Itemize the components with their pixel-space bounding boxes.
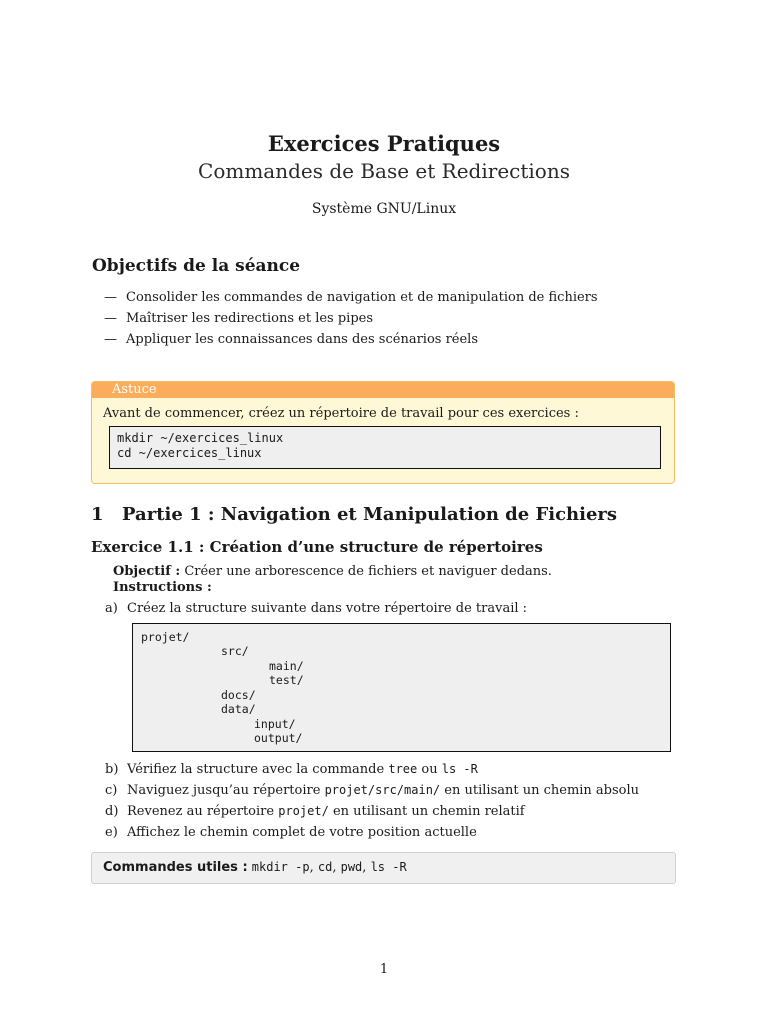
page-number: 1 [379,962,389,977]
item-text: Vérifiez la structure avec la commande [127,762,385,777]
tree-line: input/ [254,717,296,731]
tree-line: projet/ [141,630,190,644]
objective-text: Appliquer les connaissances dans des scénarios réels [126,332,479,347]
inline-code: projet/ [278,804,329,818]
item-text: ou [421,762,438,777]
inline-code: tree [388,762,418,776]
item-label: b) [105,762,119,777]
item-text: Revenez au répertoire [127,804,275,819]
item-label: c) [105,783,118,798]
instructions-label: Instructions : [113,580,212,595]
objective-text: Consolider les commandes de navigation et de manipulation de fichiers [126,290,598,305]
item-text: en utilisant un chemin relatif [332,804,525,819]
item-text: Naviguez jusqu’au répertoire [127,783,321,798]
tip-label: Astuce [92,382,674,398]
instruction-item-a [105,601,527,616]
instruction-item-d [105,804,525,819]
tip-box [91,381,675,484]
section-number: 1 [91,504,104,525]
separator: , [309,860,314,875]
dash-bullet: — [104,311,117,326]
objectives-heading: Objectifs de la séance [92,256,301,276]
separator: , [362,860,367,875]
inline-code: pwd [340,860,363,874]
document-title: Exercices Pratiques [267,131,501,156]
tree-line: src/ [221,644,249,658]
item-label: d) [105,804,119,819]
objective-text: Maîtriser les redirections et les pipes [126,311,374,326]
exercise-objective [113,564,552,579]
inline-code: projet/src/main/ [324,783,441,797]
objective-label: Objectif : [113,564,181,579]
tree-line: data/ [221,702,256,716]
tree-line: main/ [269,659,304,673]
code-line: mkdir ~/exercices_linux [117,431,284,445]
item-label: a) [105,601,118,616]
tree-line: test/ [269,673,304,687]
list-item [104,288,598,309]
item-text: Créez la structure suivante dans votre répertoire de travail : [127,601,528,616]
directory-tree-code-block[interactable] [132,623,671,752]
tip-code-block[interactable] [109,426,661,469]
exercise-heading: Exercice 1.1 : Création d’une structure de répertoires [91,538,543,556]
tree-line: docs/ [221,688,256,702]
inline-code: ls -R [441,762,478,776]
inline-code: cd [317,860,333,874]
inline-code: ls -R [370,860,407,874]
item-text: en utilisant un chemin absolu [444,783,640,798]
section-heading [91,504,617,525]
list-item [104,309,598,330]
useful-commands-box [91,852,676,884]
objective-text: Créer une arborescence de fichiers et naviguer dedans. [184,564,552,579]
item-label: e) [105,825,118,840]
tree-line: output/ [254,731,303,745]
instruction-item-b [105,762,478,777]
document-author: Système GNU/Linux [311,201,457,217]
list-item [104,330,598,351]
code-line: cd ~/exercices_linux [117,446,262,460]
dash-bullet: — [104,290,117,305]
dash-bullet: — [104,332,117,347]
instruction-item-e [105,825,477,840]
section-title: Partie 1 : Navigation et Manipulation de Fichiers [122,504,618,525]
instruction-item-c [105,783,639,798]
separator: , [332,860,337,875]
document-subtitle: Commandes de Base et Redirections [198,159,570,183]
inline-code: mkdir -p [251,860,310,874]
useful-commands-label: Commandes utiles : [103,860,248,875]
tip-text: Avant de commencer, créez un répertoire de travail pour ces exercices : [103,406,579,421]
item-text: Affichez le chemin complet de votre position actuelle [127,825,477,840]
objectives-list [104,288,598,351]
